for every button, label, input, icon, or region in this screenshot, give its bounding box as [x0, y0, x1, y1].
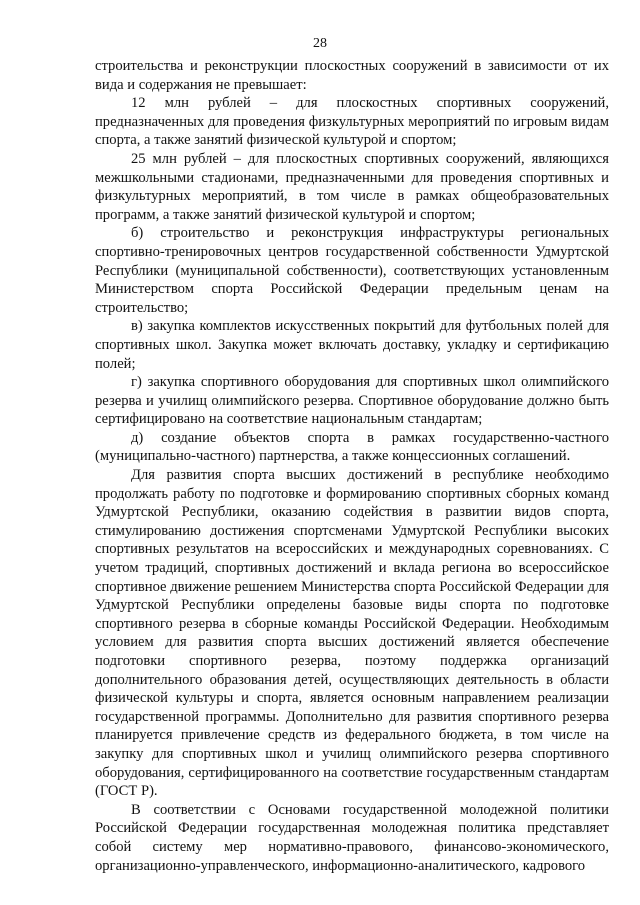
- paragraph-item-d: д) создание объектов спорта в рамках государственно-частного (муниципально-частного) партнерства, а также концессионных соглашений.: [95, 429, 609, 465]
- paragraph-high-performance-sport: Для развития спорта высших достижений в республике необходимо продолжать работу по подготовке и формированию спортивных сборных команд Удмуртской Республики, оказанию содействия в развитии видов спорта, стимулированию достижения спортсменами Удмуртской Республики высоких спортивных результатов на всероссийских и международных соревнованиях. С учетом традиций, спортивных достижений и вклада региона во всероссийское спортивное движение решением Министерства спорта Российской Федерации для Удмуртской Республики определены базовые виды спорта по подготовке спортивного резерва в сборные команды Российской Федерации. Необходимым условием для развития спорта высших достижений является обеспечение подготовки спортивного резерва, поэтому поддержка организаций дополнительного образования детей, осуществляющих деятельность в области физической культуры и спорта, является основным направлением реализации государственной программы. Дополнительно для развития спортивного резерва планируется привлечение средств из федерального бюджета, в том числе на закупку для спортивных школ и училищ олимпийского резерва спортивного оборудования, сертифицированного на соответствие государственным стандартам (ГОСТ Р).: [95, 467, 609, 800]
- paragraph-item-g: г) закупка спортивного оборудования для спортивных школ олимпийского резерва и училищ олимпийского резерва. Спортивное оборудование должно быть сертифицировано на соответствие национальным стандартам;: [95, 374, 609, 428]
- paragraph-continuation: строительства и реконструкции плоскостных сооружений в зависимости от их вида и содержания не превышает:: [95, 58, 609, 93]
- paragraph-youth-policy: В соответствии с Основами государственной молодежной политики Российской Федерации государственная молодежная политика представляет собой систему мер нормативно-правового, финансово-экономического, организационно-управленческого, информационно-аналитического, кадрового: [95, 801, 609, 874]
- paragraph-item-b: б) строительство и реконструкция инфраструктуры региональных спортивно-тренировочных центров государственной собственности Удмуртской Республики (муниципальной собственности), соответствующих установленным Министерством спорта Российской Федерации предельным ценам на строительство;: [95, 225, 609, 316]
- document-body: [95, 57, 609, 875]
- paragraph-25mln: 25 млн рублей – для плоскостных спортивных сооружений, являющихся межшкольными стадионами, предназначенными для проведения спортивных и физкультурных мероприятий, в том числе в рамках общеобразовательных программ, а также занятий физической культурой и спортом;: [95, 150, 609, 223]
- paragraph-12mln: 12 млн рублей – для плоскостных спортивных сооружений, предназначенных для проведения физкультурных мероприятий по игровым видам спорта, а также занятий физической культурой и спортом;: [95, 95, 609, 149]
- page-number: 28: [313, 36, 327, 51]
- paragraph-item-v: в) закупка комплектов искусственных покрытий для футбольных полей для спортивных школ. Закупка может включать доставку, укладку и сертификацию полей;: [95, 318, 609, 372]
